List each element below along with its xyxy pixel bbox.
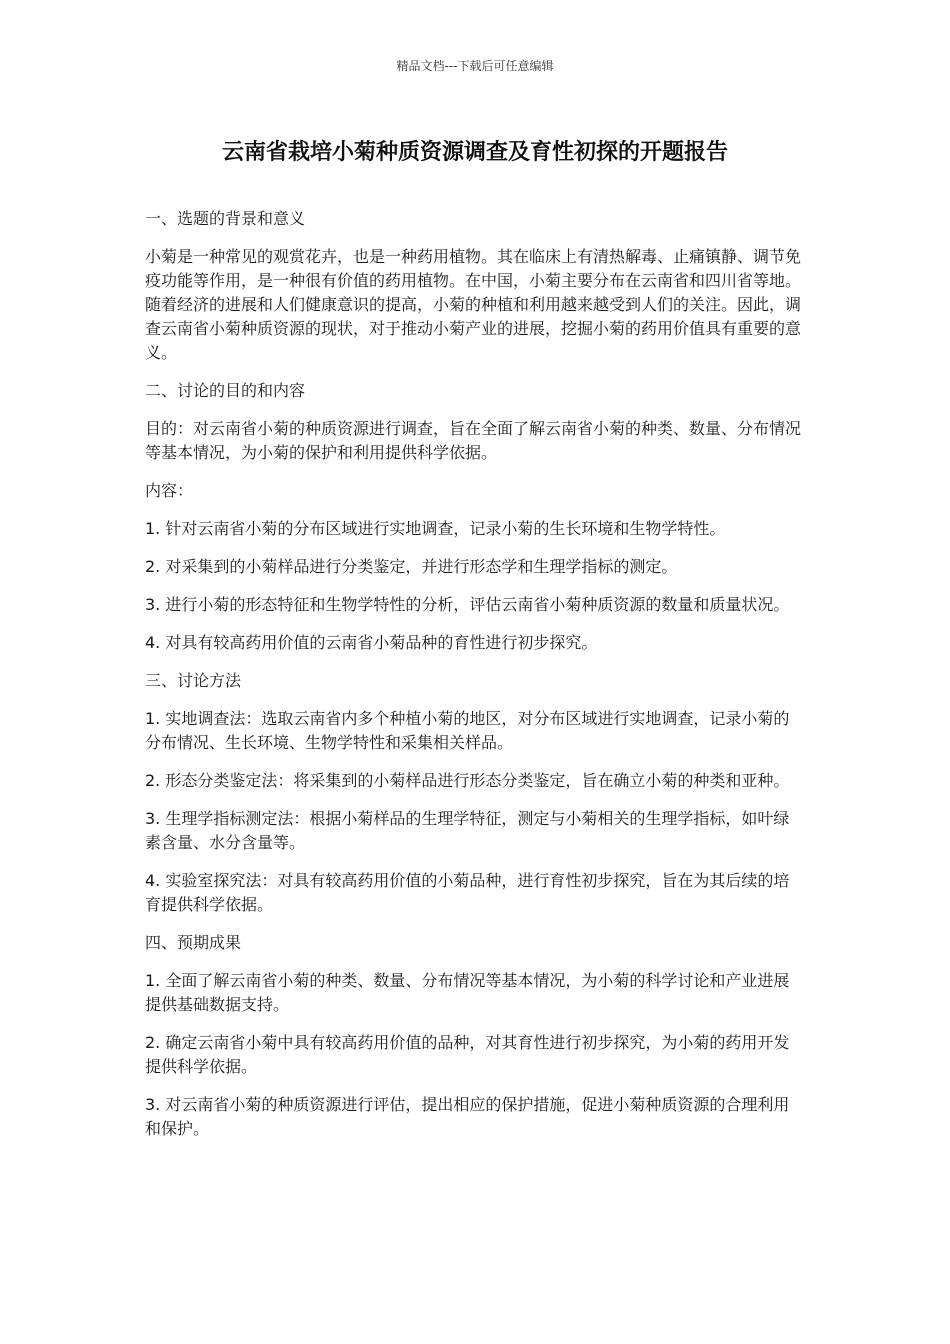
section-heading-methods: 三、讨论方法 (145, 671, 242, 690)
header-note: 精品文档---下载后可任意编辑 (396, 59, 554, 73)
list-item: 2. 形态分类鉴定法：将采集到的小菊样品进行形态分类鉴定，旨在确立小菊的种类和亚种。 (145, 771, 790, 790)
list-item: 1. 针对云南省小菊的分布区域进行实地调查，记录小菊的生长环境和生物学特性。 (145, 519, 726, 538)
list-item: 3. 对云南省小菊的种质资源进行评估，提出相应的保护措施，促进小菊种质资源的合理利用和保护。 (145, 1095, 790, 1138)
document-body (145, 207, 805, 1155)
section-heading-background: 一、选题的背景和意义 (145, 209, 306, 228)
content-label: 内容： (145, 481, 194, 500)
list-item: 3. 生理学指标测定法：根据小菊样品的生理学特征，测定与小菊相关的生理学指标，如叶绿素含量、水分含量等。 (145, 809, 790, 852)
paragraph-background: 小菊是一种常见的观赏花卉，也是一种药用植物。其在临床上有清热解毒、止痛镇静、调节免疫功能等作用，是一种很有价值的药用植物。在中国，小菊主要分布在云南省和四川省等地。随着经济的进展和人们健康意识的提高，小菊的种植和利用越来越受到人们的关注。因此，调查云南省小菊种质资源的现状，对于推动小菊产业的进展，挖掘小菊的药用价值具有重要的意义。 (145, 247, 802, 362)
list-item: 1. 全面了解云南省小菊的种类、数量、分布情况等基本情况，为小菊的科学讨论和产业进展提供基础数据支持。 (145, 971, 790, 1014)
paragraph-purpose: 目的：对云南省小菊的种质资源进行调查，旨在全面了解云南省小菊的种类、数量、分布情况等基本情况，为小菊的保护和利用提供科学依据。 (145, 419, 802, 462)
list-item: 1. 实地调查法：选取云南省内多个种植小菊的地区，对分布区域进行实地调查，记录小菊的分布情况、生长环境、生物学特性和采集相关样品。 (145, 709, 790, 752)
document-title: 云南省栽培小菊种质资源调查及育性初探的开题报告 (221, 140, 728, 165)
list-item: 4. 实验室探究法：对具有较高药用价值的小菊品种，进行育性初步探究，旨在为其后续的培育提供科学依据。 (145, 871, 790, 914)
list-item: 2. 对采集到的小菊样品进行分类鉴定，并进行形态学和生理学指标的测定。 (145, 557, 678, 576)
section-heading-outcomes: 四、预期成果 (145, 933, 242, 952)
list-item: 3. 进行小菊的形态特征和生物学特性的分析，评估云南省小菊种质资源的数量和质量状况。 (145, 595, 790, 614)
section-heading-purpose: 二、讨论的目的和内容 (145, 381, 306, 400)
list-item: 4. 对具有较高药用价值的云南省小菊品种的育性进行初步探究。 (145, 633, 598, 652)
list-item: 2. 确定云南省小菊中具有较高药用价值的品种，对其育性进行初步探究，为小菊的药用开发提供科学依据。 (145, 1033, 790, 1076)
